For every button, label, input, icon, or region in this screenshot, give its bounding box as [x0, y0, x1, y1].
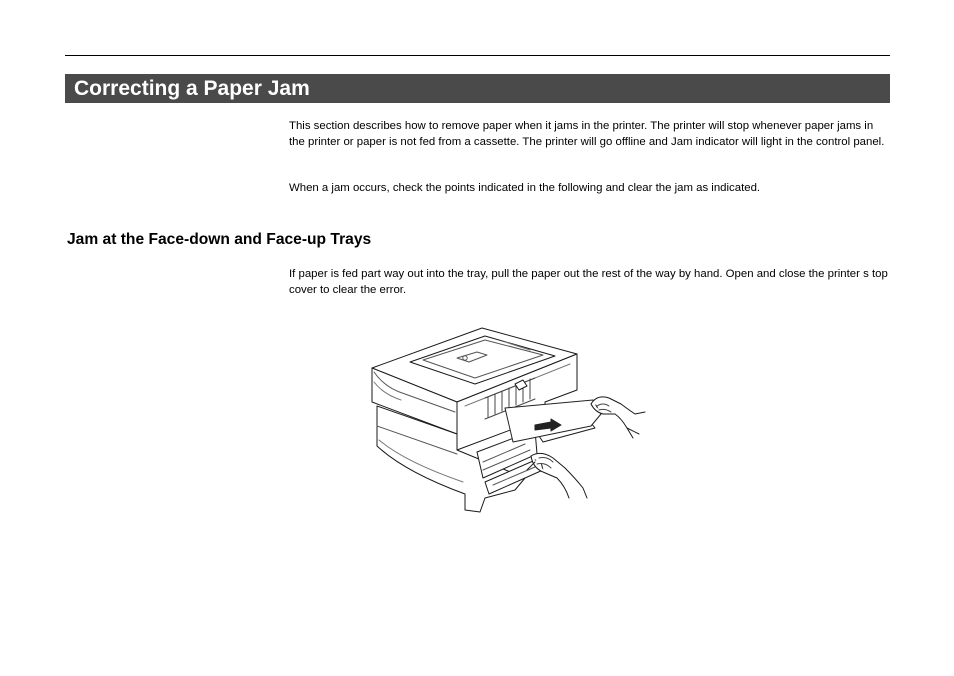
top-rule: [65, 55, 890, 56]
section-title: Correcting a Paper Jam: [74, 77, 310, 100]
subsection-heading: Jam at the Face-down and Face-up Trays: [67, 231, 372, 248]
subsection-paragraph: If paper is fed part way out into the tray, pull the paper out the rest of the way by hand. Open and close the printer s top cover to clear the error.: [289, 268, 888, 296]
printer-jam-illustration: [365, 322, 650, 514]
section-banner: [65, 74, 890, 103]
intro-paragraph-2: When a jam occurs, check the points indicated in the following and clear the jam as indicated.: [289, 182, 761, 194]
left-hand: [531, 453, 587, 498]
intro-paragraph-1: This section describes how to remove paper when it jams in the printer. The printer will stop whenever paper jams in the printer or paper is not fed from a cassette. The printer will go offline and Jam indicator will light in the control panel.: [289, 120, 885, 148]
